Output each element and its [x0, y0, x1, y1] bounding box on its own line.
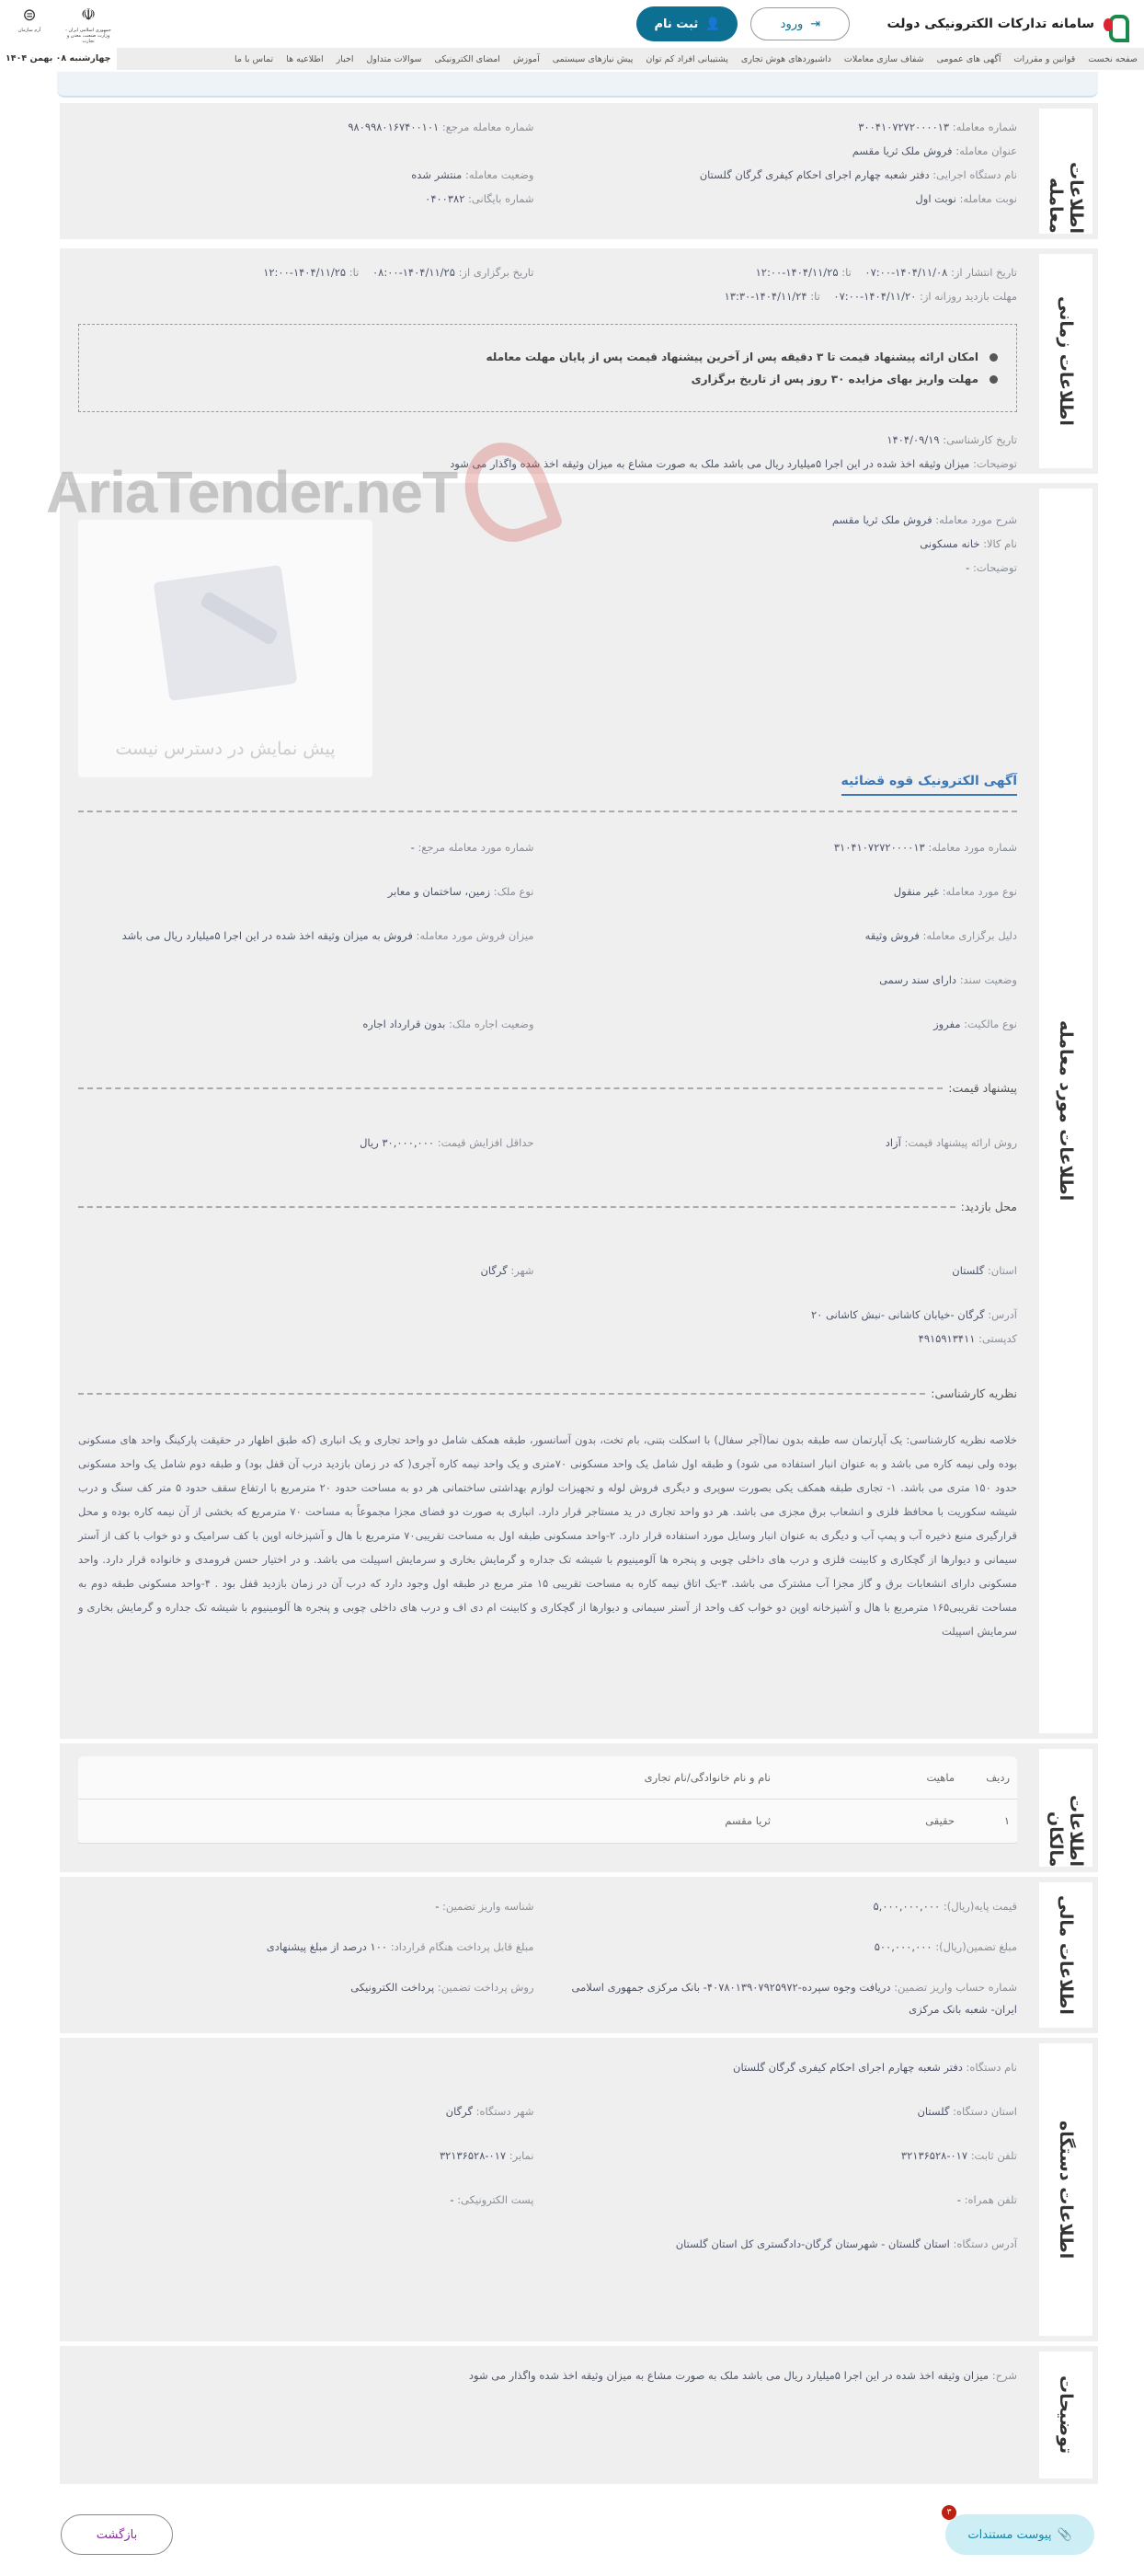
- field-value: آزاد: [885, 1136, 901, 1149]
- field-item-number: [562, 836, 1018, 858]
- divider: [78, 1393, 925, 1395]
- field-value: گرگان -خیابان کاشانی -نبش کاشانی ۲۰: [810, 1308, 985, 1321]
- field-label: نمابر:: [509, 2149, 534, 2162]
- section-label: [1039, 109, 1093, 234]
- field-account-number: [562, 1976, 1018, 2020]
- col-type: ماهیت: [778, 1756, 962, 1799]
- nav-public-ads[interactable]: آگهی های عمومی: [936, 53, 1001, 64]
- cell-name: ثریا مقسم: [78, 1799, 778, 1843]
- login-icon: ⇥: [810, 17, 821, 31]
- field-agency-province: [562, 2100, 1018, 2122]
- site-header: [0, 0, 1144, 48]
- field-value: ۱۴۰۴/۱۱/۲۵-۱۲:۰۰: [755, 266, 839, 279]
- field-label: استان:: [987, 1264, 1017, 1277]
- field-label: وضعیت سند:: [959, 973, 1017, 986]
- price-heading-text: پیشنهاد قیمت:: [948, 1081, 1017, 1095]
- field-expert-date: [78, 429, 1017, 451]
- section-title: اطلاعات مالکان: [1046, 1794, 1086, 1867]
- field-postal-code: [78, 1328, 1017, 1350]
- field-item-ref-number: [78, 836, 534, 858]
- field-guarantee-amount: [562, 1936, 1018, 1958]
- field-label: مبلغ تضمین(ریال):: [935, 1940, 1017, 1953]
- org-logo-caption: آرم سازمان: [17, 28, 41, 33]
- gov-logos: [4, 4, 114, 46]
- gavel-icon: [133, 564, 317, 711]
- field-round: [562, 188, 1018, 210]
- attachments-count-badge: ۳: [942, 2505, 956, 2520]
- org-logo: [4, 4, 55, 46]
- section-title: اطلاعات مورد معامله: [1056, 1020, 1076, 1202]
- cell-type: حقیقی: [778, 1799, 962, 1843]
- nav-training[interactable]: آموزش: [512, 53, 540, 64]
- field-deal-number: [562, 116, 1018, 138]
- field-value: ۳۰,۰۰۰,۰۰۰ ریال: [360, 1136, 435, 1149]
- field-label: شرح مورد معامله:: [935, 513, 1017, 526]
- field-value: ۵,۰۰۰,۰۰۰,۰۰۰: [873, 1900, 941, 1913]
- col-name: نام و نام خانوادگی/نام تجاری: [78, 1756, 778, 1799]
- bullet-icon: [990, 353, 998, 362]
- attachments-button[interactable]: [945, 2508, 1094, 2555]
- field-value: ۱۴۰۴/۱۱/۲۰-۰۷:۰۰: [833, 290, 917, 303]
- register-button[interactable]: [636, 6, 738, 41]
- field-value: ۴۹۱۵۹۱۳۴۱۱: [918, 1332, 976, 1345]
- org-logo-icon: ⊜: [22, 6, 37, 25]
- field-value: -: [956, 2193, 961, 2206]
- current-date: چهارشنبه ۰۸ بهمن ۱۴۰۴: [0, 48, 117, 70]
- divider: [78, 1087, 943, 1089]
- field-value: فروش ملک ثریا مقسم: [831, 513, 932, 526]
- field-label: روش ارائه پیشنهاد قیمت:: [904, 1136, 1017, 1149]
- field-label: وضعیت معامله:: [464, 168, 534, 181]
- user-plus-icon: 👤: [705, 17, 721, 31]
- bullet-icon: [990, 375, 998, 384]
- field-email: [78, 2189, 534, 2211]
- field-label: تلفن همراه:: [964, 2193, 1017, 2206]
- field-value: فروش ملک ثریا مقسم: [852, 144, 953, 157]
- field-phone: [562, 2145, 1018, 2167]
- table-header-row: [78, 1756, 1017, 1799]
- field-value: پرداخت الکترونیکی: [350, 1981, 435, 1994]
- field-value: دفتر شعبه چهارم اجرای احکام کیفری گرگان گلستان: [733, 2061, 963, 2074]
- field-agency: [562, 164, 1018, 186]
- field-label: پست الکترونیکی:: [457, 2193, 534, 2206]
- main-content: [57, 72, 1098, 2482]
- field-value: -: [410, 841, 415, 854]
- field-address: [78, 1304, 1017, 1326]
- iran-emblem-icon: ☫: [80, 6, 97, 25]
- visit-heading: [78, 1200, 1017, 1213]
- field-label: تا:: [349, 266, 360, 279]
- field-label: شماره معامله مرجع:: [441, 121, 534, 133]
- section-title: اطلاعات زمانی: [1056, 296, 1076, 426]
- main-nav: [0, 48, 1144, 70]
- field-remarks: [78, 2364, 1017, 2386]
- no-preview-text: پیش نمایش در دسترس نیست: [115, 739, 336, 759]
- col-row: ردیف: [962, 1756, 1017, 1799]
- field-value: گرگان: [445, 2105, 473, 2118]
- nav-faq[interactable]: سوالات متداول: [366, 53, 422, 64]
- section-agency: [60, 2038, 1098, 2341]
- field-fax: [78, 2145, 534, 2167]
- field-label: شهر:: [510, 1264, 534, 1277]
- field-agency-name: [78, 2056, 1017, 2078]
- expert-heading: [78, 1386, 1017, 1400]
- field-label: عنوان معامله:: [955, 144, 1017, 157]
- top-strip: [57, 72, 1098, 98]
- field-ownership-type: [562, 1013, 1018, 1035]
- field-label: قیمت پایه(ریال):: [943, 1900, 1017, 1913]
- field-value: فروش به میزان وثیقه اخذ شده در این اجرا ۵میلیارد ریال می باشد: [121, 929, 413, 942]
- field-value: مفروز: [933, 1018, 961, 1030]
- field-label: شرح:: [991, 2369, 1017, 2382]
- field-value: ۱۴۰۴/۱۱/۲۴-۱۳:۳۰: [724, 290, 807, 303]
- field-value: ۳۰۰۴۱۰۷۲۷۲۰۰۰۰۱۳: [858, 121, 950, 133]
- field-value: ۵۰۰,۰۰۰,۰۰۰: [874, 1940, 932, 1953]
- field-label: شناسه واریز تضمین:: [442, 1900, 534, 1913]
- field-value: دفتر شعبه چهارم اجرای احکام کیفری گرگان گلستان: [699, 168, 930, 181]
- field-label: تا:: [810, 290, 820, 303]
- nav-transparency[interactable]: شفاف سازی معاملات: [843, 53, 924, 64]
- field-reason: [562, 925, 1018, 947]
- field-mobile: [562, 2189, 1018, 2211]
- field-label: تاریخ کارشناسی:: [943, 433, 1017, 446]
- brand[interactable]: [887, 9, 1131, 39]
- field-value: گلستان: [917, 2105, 950, 2118]
- login-label: ورود: [780, 17, 804, 31]
- field-label: نوع مورد معامله:: [942, 885, 1017, 898]
- table-row: [78, 1799, 1017, 1843]
- field-label: تاریخ انتشار از:: [951, 266, 1017, 279]
- field-archive-number: [78, 188, 534, 210]
- field-base-price: [562, 1895, 1018, 1917]
- field-value: میزان وثیقه اخذ شده در این اجرا ۵میلیارد ریال می باشد ملک به صورت مشاع به میزان وثیقه اخذ شده واگذار می شود: [450, 457, 970, 470]
- field-label: مبلغ قابل پرداخت هنگام قرارداد:: [390, 1940, 534, 1953]
- field-payment-method: [78, 1976, 534, 2020]
- expert-heading-text: نظریه کارشناسی:: [931, 1386, 1017, 1400]
- field-deed-status: [562, 969, 1018, 991]
- section-deal-info: [60, 103, 1098, 239]
- field-label: نام دستگاه اجرایی:: [932, 168, 1017, 181]
- section-item-info: [60, 483, 1098, 1739]
- site-title: سامانه تدارکات الکترونیکی دولت: [887, 17, 1094, 31]
- section-title: اطلاعات معامله: [1046, 161, 1086, 234]
- section-label: [1039, 1882, 1093, 2028]
- cell-row: ۱: [962, 1799, 1017, 1843]
- field-label: شماره حساب واریز تضمین:: [894, 1981, 1017, 1994]
- expert-opinion-text: خلاصه نظریه کارشناسی: یک آپارتمان سه طبقه بدون نما(آجر سفال) با اسکلت بتنی، بام تخت، بدون آسانسور، طبقه همکف شامل دو واحد تجاری و یک انباری (که طبق اظهار در حقیقت پارکینگ واحد های مسکونی بوده ولی نیمه کاره می باشد و به عنوان انبار استفاده می شود) و طبقه اول شامل یک واحد مسکونی ۷۰متری و یک واحد نیمه کاره آجری( که در زمان بازدید درب آن قفل بود) و طبقه دوم شامل یک واحد مسکونی حدود ۱۵۰ متری می باشد. ۱- تجاری طبقه همکف یکی بصورت سوپری و دیگری فروش لوله و تجهیزات لوازم بهداشتی ساختمانی هر دو به مساحت حدود ۲۰ مترمربع با ارتفاع سقف حدود ۵ متر کف سنگ و درب شیشه سکوریت با محافظ فلزی و انشعاب برق مجزی می باشد. هر دو واحد تجاری در ید مستاجر قرار دارد. انباری به صورت دو فضای مجزا مجموعاً به مساحت ۷۰ مترمربع که بخشی از آن نیمه کاره بوده و محل قرارگیری منبع ذخیره آب و پمپ آب و دیگری به عنوان انبار وسایل مورد استفاده قرار دارد. ۲-واحد مسکونی طبقه اول به مساحت تقریبی۷۰ مترمربع با هال و آشپزخانه اوپن با کف سرامیک و دو خواب با کف از آستر سیمانی و دیوارها از گچکاری و کابینت فلزی و درب های داخلی چوبی و پنجره ها آلومینیوم با شیشه تک جداره و گرمایش بخاری و سرمایش اسپیلت می باشد. و در اختیار حسن فرومدی و خانواده قرار دارد. واحد مسکونی دارای انشعابات برق و گاز مجزا آب مشترک می باشد. ۳-یک اتاق نیمه کاره به مساحت تقریبی ۱۵ متر مربع در طبقه اول وجود دارد که درب آن در زمان بازدید قفل بود . ۴-واحد مسکونی طبقه دوم به مساحت تقریبی۱۶۵ مترمربع با هال و آشپزخانه اوپن دو خواب کف واحد از آستر سیمانی و دیوارها از گچکاری و کابینت ام دی اف و درب های داخلی چوبی و پنجره ها آلومینیوم با شیشه تک جداره و گرمایش بخاری و سرمایش اسپیلت: [78, 1433, 1018, 1638]
- field-value: خانه مسکونی: [920, 537, 980, 550]
- section-label: [1039, 2043, 1093, 2336]
- field-label: نوبت معامله:: [959, 192, 1017, 205]
- section-owners: [60, 1743, 1098, 1872]
- notice-text: مهلت واریز بهای مزایده ۳۰ روز پس از تاریخ برگزاری: [691, 373, 978, 385]
- field-status: [78, 164, 534, 186]
- section-title: اطلاعات دستگاه: [1056, 2120, 1076, 2260]
- field-value: ۰۴۰۰۳۸۲: [425, 192, 465, 205]
- field-value: ۰۱۷-۳۲۱۳۶۵۲۸: [900, 2149, 968, 2162]
- field-label: دلیل برگزاری معامله:: [922, 929, 1017, 942]
- field-description: [78, 453, 1017, 475]
- setad-logo-icon: [1102, 9, 1131, 39]
- field-label: نوع مالکیت:: [964, 1018, 1017, 1030]
- field-label: تا:: [841, 266, 852, 279]
- notice-item: [97, 351, 998, 363]
- notice-box: [78, 324, 1017, 412]
- field-visit-deadline: [562, 285, 1018, 307]
- iran-emblem-caption: جمهوری اسلامی ایران - وزارت صنعت، معدن و تجارت: [65, 28, 111, 44]
- nav-e-signature[interactable]: امضای الکترونیکی: [434, 53, 500, 64]
- field-label: تلفن ثابت:: [970, 2149, 1017, 2162]
- login-button[interactable]: [750, 7, 850, 40]
- field-value: -: [435, 1900, 440, 1913]
- section-label: [1039, 1749, 1093, 1867]
- field-value: ۱۴۰۴/۱۱/۲۵-۰۸:۰۰: [372, 266, 455, 279]
- field-value: دریافت وجوه سپرده-۴۰۷۸۰۱۳۹۰۷۹۲۵۹۷۲- بانک مرکزی جمهوری اسلامی ایران- شعبه بانک مرکزی: [571, 1981, 1017, 2016]
- field-value: گرگان: [480, 1264, 508, 1277]
- field-value: -: [966, 561, 970, 574]
- divider: [78, 811, 1017, 812]
- field-value: ۳۱۰۴۱۰۷۲۷۲۰۰۰۰۱۳: [833, 841, 925, 854]
- attachments-label: پیوست مستندات: [967, 2527, 1052, 2542]
- field-value: منتشر شده: [411, 168, 463, 181]
- field-agency-address: [78, 2233, 1017, 2255]
- field-label: آدرس:: [988, 1308, 1017, 1321]
- field-label: شماره مورد معامله:: [928, 841, 1017, 854]
- back-button[interactable]: [61, 2514, 173, 2555]
- field-label: وضعیت اجاره ملک:: [449, 1018, 534, 1030]
- section-label: [1039, 489, 1093, 1733]
- field-lease-status: [78, 1013, 534, 1035]
- field-label: نام دستگاه:: [966, 2061, 1017, 2074]
- field-property-type: [78, 880, 534, 903]
- owners-table: [78, 1756, 1017, 1844]
- nav-prerequisites[interactable]: پیش نیازهای سیستمی: [552, 53, 634, 64]
- section-remarks: [60, 2346, 1098, 2484]
- register-label: ثبت نام: [654, 17, 699, 31]
- nav-home[interactable]: صفحه نخست: [1088, 53, 1138, 64]
- section-label: [1039, 254, 1093, 468]
- field-value: گلستان: [952, 1264, 985, 1277]
- field-value: دارای سند رسمی: [879, 973, 957, 986]
- field-sale-amount: [78, 925, 534, 947]
- field-value: بدون قرارداد اجاره: [362, 1018, 446, 1030]
- field-contract-payment: [78, 1936, 534, 1958]
- notice-text: امکان ارائه پیشنهاد قیمت تا ۳ دقیقه پس از آخرین پیشنهاد قیمت پس از پایان مهلت معامله: [486, 351, 978, 363]
- field-hold-date: [78, 261, 534, 283]
- section-timing: [60, 248, 1098, 474]
- field-label: نوع ملک:: [493, 885, 534, 898]
- field-value: -: [450, 2193, 454, 2206]
- field-label: توضیحات:: [972, 561, 1017, 574]
- field-label: میزان فروش مورد معامله:: [416, 929, 534, 942]
- field-value: فروش وثیقه: [864, 929, 920, 942]
- visit-heading-text: محل بازدید:: [960, 1200, 1017, 1213]
- nav-announcements[interactable]: اطلاعیه ها: [286, 53, 324, 64]
- field-deal-title: [562, 140, 1018, 162]
- field-label: شماره مورد معامله مرجع:: [418, 841, 534, 854]
- field-value: میزان وثیقه اخذ شده در این اجرا ۵میلیارد ریال می باشد ملک به صورت مشاع به میزان وثیقه اخذ شده واگذار می شود: [468, 2369, 990, 2382]
- nav-accessibility[interactable]: پشتیبانی افراد کم توان: [646, 53, 728, 64]
- field-label: استان دستگاه:: [953, 2105, 1017, 2118]
- field-publish-date: [562, 261, 1018, 283]
- field-city: [78, 1259, 534, 1282]
- field-label: تاریخ برگزاری از:: [458, 266, 534, 279]
- section-finance: [60, 1877, 1098, 2033]
- field-value: نوبت اول: [915, 192, 956, 205]
- divider: [78, 1206, 955, 1208]
- field-province: [562, 1259, 1018, 1282]
- field-bid-method: [562, 1132, 1018, 1154]
- judiciary-heading: آگهی الکترونیک قوه قضائیه: [841, 774, 1018, 796]
- field-ref-number: [78, 116, 534, 138]
- field-value: استان گلستان - شهرستان گرگان-دادگستری کل استان گلستان: [675, 2237, 950, 2250]
- field-value: غیر منقول: [893, 885, 940, 898]
- price-heading: [78, 1081, 1017, 1095]
- field-label: حداقل افزایش قیمت:: [437, 1136, 534, 1149]
- field-label: نام کالا:: [983, 537, 1017, 550]
- nav-news[interactable]: اخبار: [336, 53, 354, 64]
- iran-emblem-logo: [63, 4, 114, 46]
- image-preview-placeholder[interactable]: [78, 520, 372, 777]
- field-label: شهر دستگاه:: [475, 2105, 534, 2118]
- notice-item: [97, 373, 998, 385]
- field-value: زمین، ساختمان و معابر: [387, 885, 491, 898]
- back-label: بازگشت: [96, 2527, 138, 2542]
- paperclip-icon: 📎: [1057, 2527, 1072, 2542]
- field-value: ۱۰۰ درصد از مبلغ پیشنهادی: [266, 1940, 388, 1953]
- field-guarantee-id: [78, 1895, 534, 1917]
- field-value: ۰۱۷-۳۲۱۳۶۵۲۸: [439, 2149, 507, 2162]
- field-label: شماره معامله:: [952, 121, 1017, 133]
- field-label: مهلت بازدید روزانه از:: [920, 290, 1017, 303]
- nav-bi-dashboards[interactable]: داشبوردهای هوش تجاری: [740, 53, 831, 64]
- watermark-text: AriaTender.neT: [46, 459, 458, 525]
- field-min-increase: [78, 1132, 534, 1154]
- field-value: ۱۴۰۴/۰۹/۱۹: [887, 433, 940, 446]
- field-label: کدپستی:: [978, 1332, 1017, 1345]
- field-label: آدرس دستگاه:: [953, 2237, 1017, 2250]
- field-value: ۱۴۰۴/۱۱/۰۸-۰۷:۰۰: [864, 266, 948, 279]
- section-title: توضیحات: [1056, 2375, 1076, 2455]
- field-label: روش پرداخت تضمین:: [437, 1981, 534, 1994]
- nav-laws[interactable]: قوانین و مقررات: [1013, 53, 1076, 64]
- field-label: توضیحات:: [972, 457, 1017, 470]
- field-label: شماره بایگانی:: [468, 192, 534, 205]
- field-value: ۹۸۰۹۹۸۰۱۶۷۴۰۰۱۰۱: [348, 121, 440, 133]
- nav-contact[interactable]: تماس با ما: [235, 53, 274, 64]
- field-value: ۱۴۰۴/۱۱/۲۵-۱۲:۰۰: [263, 266, 347, 279]
- section-label: [1039, 2352, 1093, 2478]
- field-agency-city: [78, 2100, 534, 2122]
- section-title: اطلاعات مالی: [1056, 1895, 1076, 2015]
- field-item-type: [562, 880, 1018, 903]
